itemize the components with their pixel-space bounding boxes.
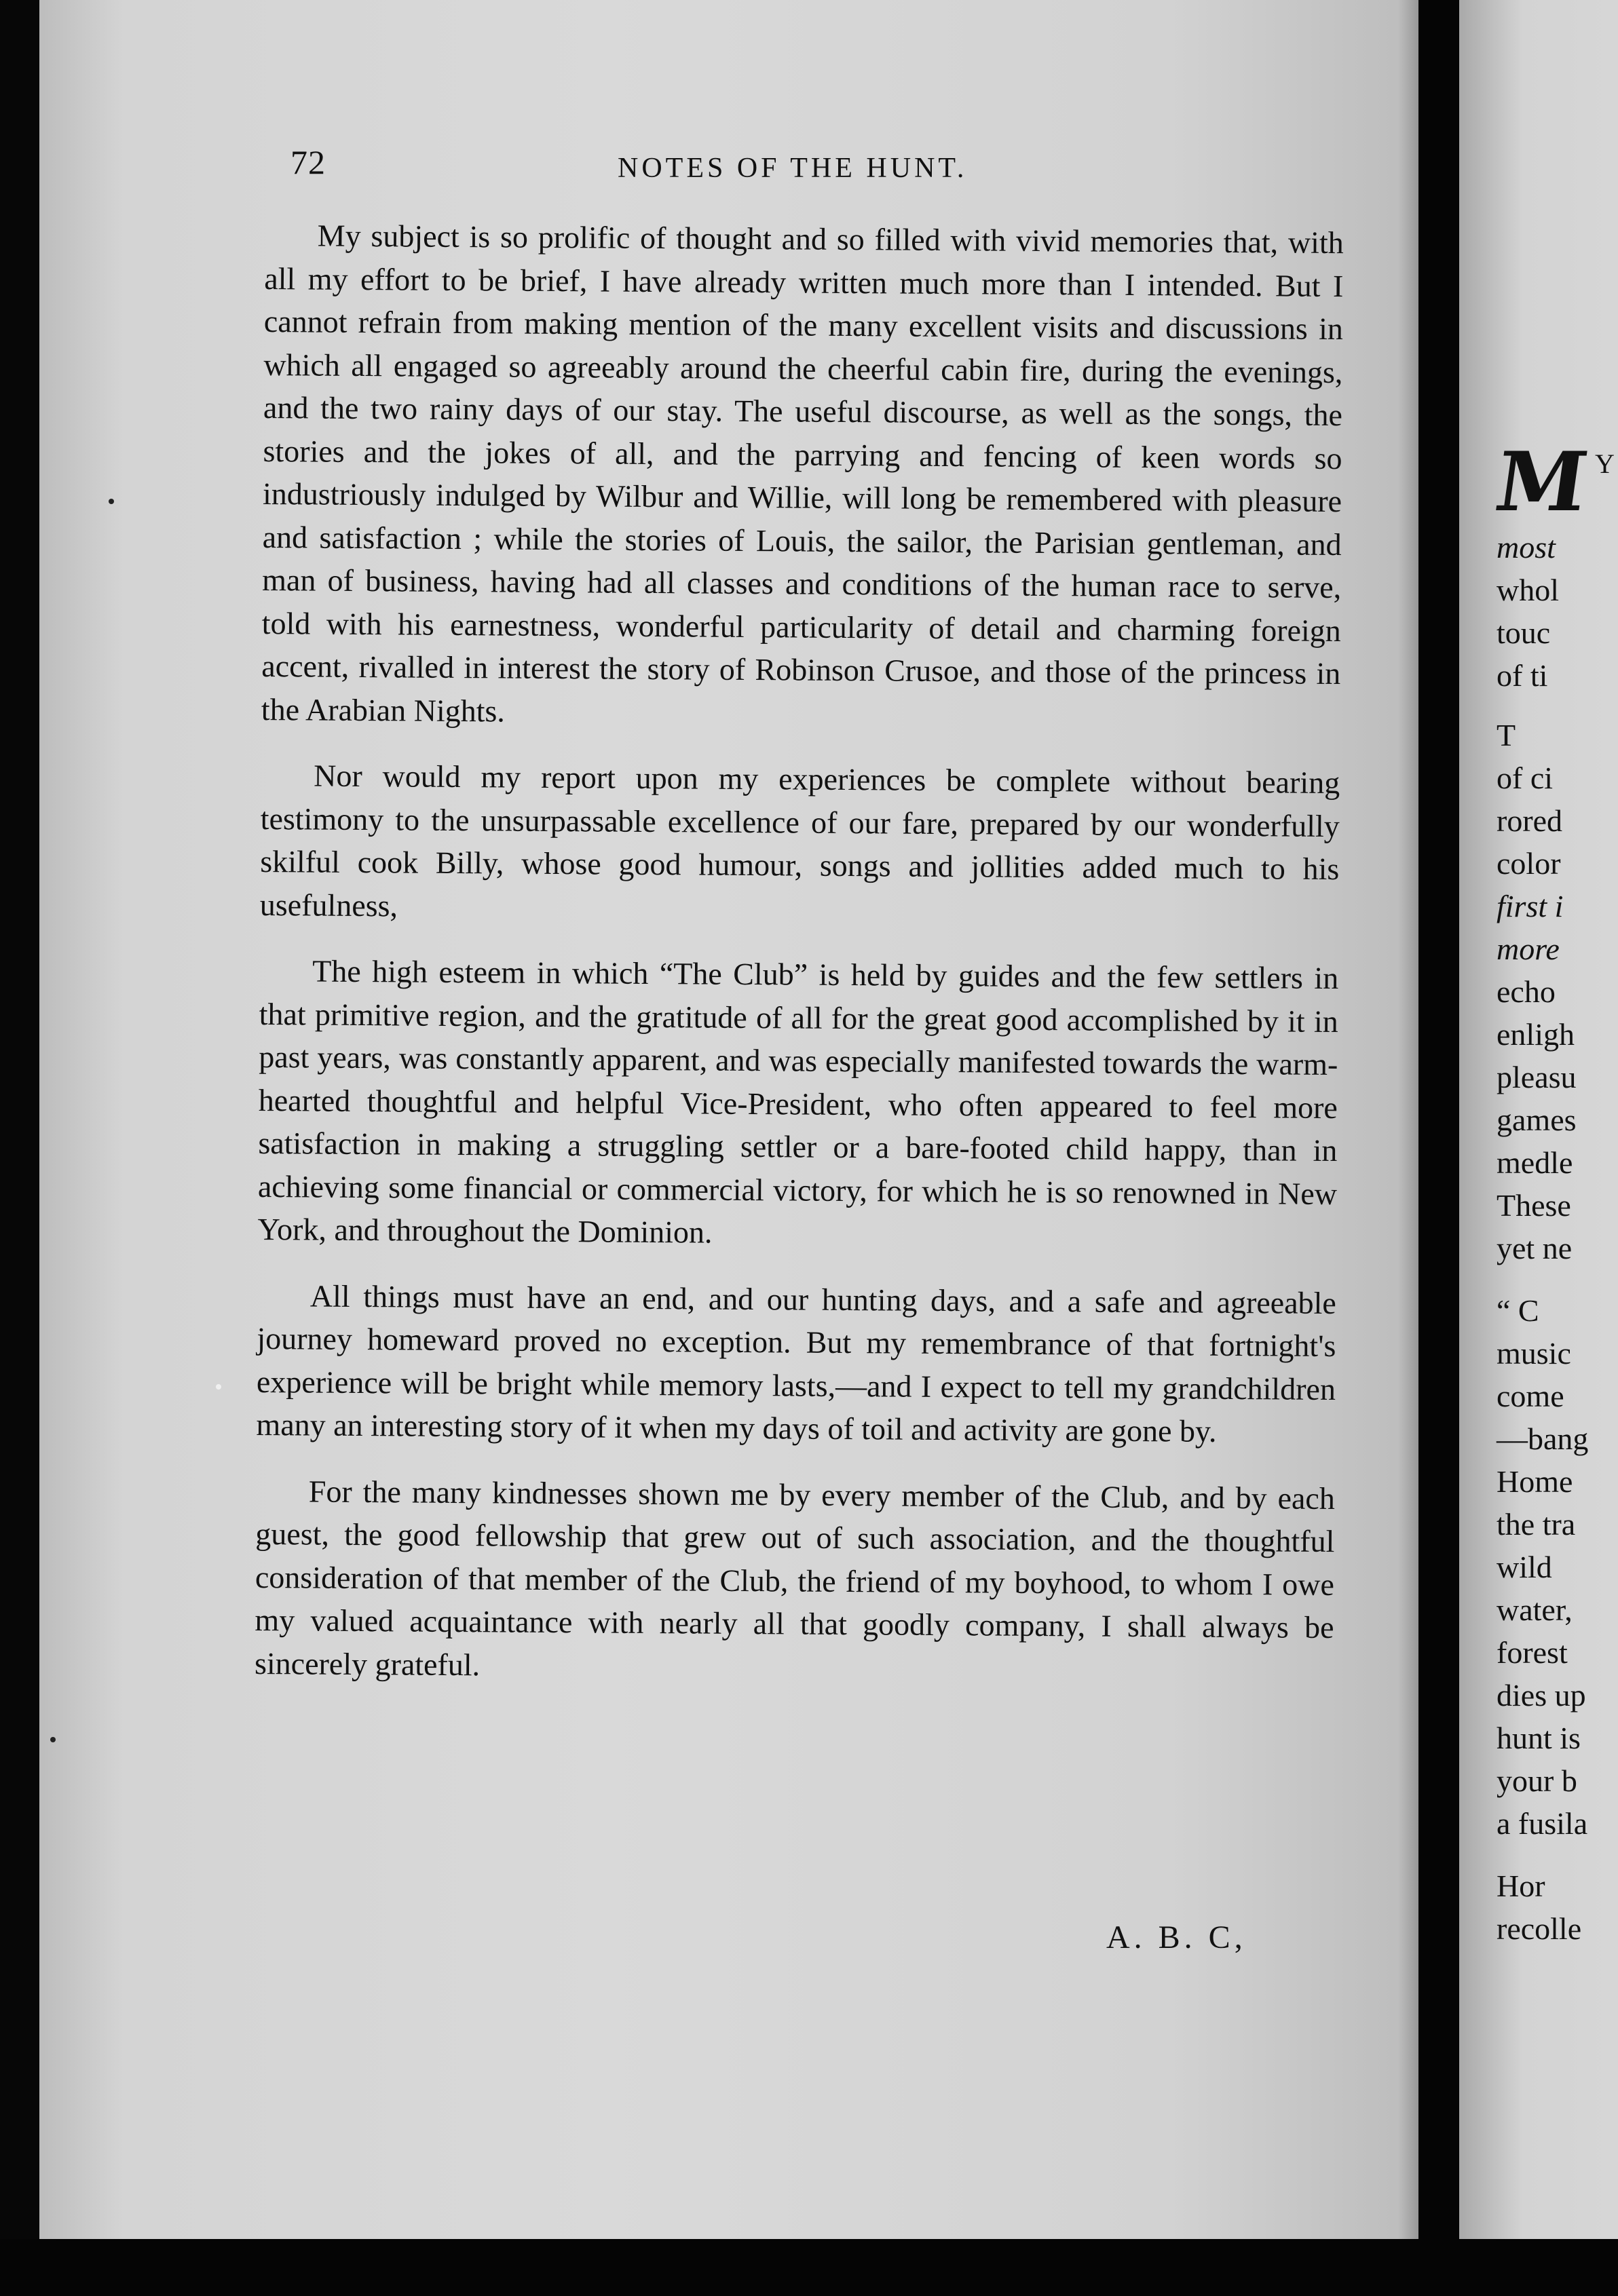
facing-page-line: come [1497,1379,1564,1413]
facing-page-line: rored [1497,803,1563,838]
paragraph: The high esteem in which “The Club” is held by guides and the few settlers in that primitive region, and the gratitude of all for the great good accomplished by it in past years, was constantly apparent, and was especially manifested towards the warm-hearted thoughtful and helpful Vice-President, who often appeared to feel more satisfaction in making a struggling settler or a bare-footed child happy, than in achieving some financial or commercial victory, for which he is so renowned in New York, and throughout the Dominion. [257,953,1339,1250]
facing-page-line: of ci [1497,761,1554,795]
paragraph: For the many kindnesses shown me by every member of the Club, and by each guest, the good fellowship that grew out of such association, and the thoughtful consideration of that member of the Club, the friend of my boyhood, to whom I owe my valued acquaintance with nearly all that goodly company, I shall always be sincerely grateful. [254,1473,1336,1682]
page-body [255,214,1344,1715]
paragraph: Nor would my report upon my experiences be complete without bearing testimony to the unsurpassable excellence of our fare, prepared by our wonderfully skilful cook Billy, whose good humour, songs and jollities added much to his usefulness, [259,758,1340,923]
signature: A. B. C, [1106,1919,1247,1955]
facing-page-line: —bang [1497,1421,1589,1456]
facing-page-line: color [1497,846,1561,881]
facing-page-line: dies up [1497,1678,1586,1713]
facing-page-line: “ C [1497,1293,1539,1328]
facing-page-line: hunt is [1497,1721,1581,1755]
scan-speck [216,1384,221,1390]
paragraph: All things must have an end, and our hunting days, and a safe and agreeable journey homeward proved no exception. But my remembrance of that fortnight's experience will be bright while memory lasts,—and I expect to tell my grandchildren many an interesting story of it when my days of toil and activity are gone by. [256,1278,1337,1449]
facing-page-line: a fusila [1497,1806,1588,1841]
facing-page-line: T [1497,718,1516,752]
facing-page-line: yet ne [1497,1231,1573,1265]
facing-page-line: music [1497,1336,1571,1371]
drop-cap-initial: M [1490,434,1594,530]
facing-page-line: your b [1497,1763,1577,1798]
facing-page-line: echo [1497,974,1556,1009]
facing-page-line: enligh [1497,1017,1575,1052]
facing-page-line: water, [1497,1592,1573,1627]
facing-page-line: forest [1497,1635,1568,1670]
facing-page-line: more [1497,932,1560,966]
facing-page-line: Hor [1497,1869,1545,1903]
paragraph: My subject is so prolific of thought and so filled with vivid memories that, with all my effort to be brief, I have already written much more than I intended. But I cannot refrain from making mention of the many excellent visits and discussions in which all engaged so agreeably around the cheerful cabin fire, during the evenings, and the two rainy days of our stay. The useful discourse, as well as the songs, the stories and the jokes of all, and the parrying and fencing of keen words so industriously indulged by Wilbur and Willie, will long be remembered with pleasure and satisfaction ; while the stories of Louis, the sailor, the Parisian gentleman, and man of business, having had all classes and conditions of the human race to serve, told with his earnestness, wonderful particularity of detail and charming foreign accent, rivalled in interest the story of Robinson Crusoe, and those of the princess in the Arabian Nights. [261,218,1344,728]
facing-page-line: first i [1497,889,1564,923]
facing-page-line: Home [1497,1464,1573,1499]
scan-bottom-border [0,2239,1618,2296]
drop-cap-suffix: Y [1595,448,1615,479]
scan-speck [50,1737,56,1742]
facing-page-line: most [1497,530,1556,565]
scan-speck [109,499,114,504]
facing-page-line: medle [1497,1145,1573,1180]
facing-page-line: whol [1497,573,1559,607]
facing-page-line: games [1497,1103,1577,1137]
facing-page-line: the tra [1497,1507,1576,1542]
facing-page-line: wild [1497,1550,1552,1584]
page-header [0,142,1618,190]
facing-page-line: pleasu [1497,1060,1577,1094]
running-head: NOTES OF THE HUNT. [618,153,968,184]
facing-page-line: recolle [1497,1911,1582,1946]
page-number: 72 [290,143,326,181]
facing-page-line: These [1497,1188,1571,1223]
facing-page-line: of ti [1497,658,1548,693]
facing-page-line: touc [1497,615,1551,650]
